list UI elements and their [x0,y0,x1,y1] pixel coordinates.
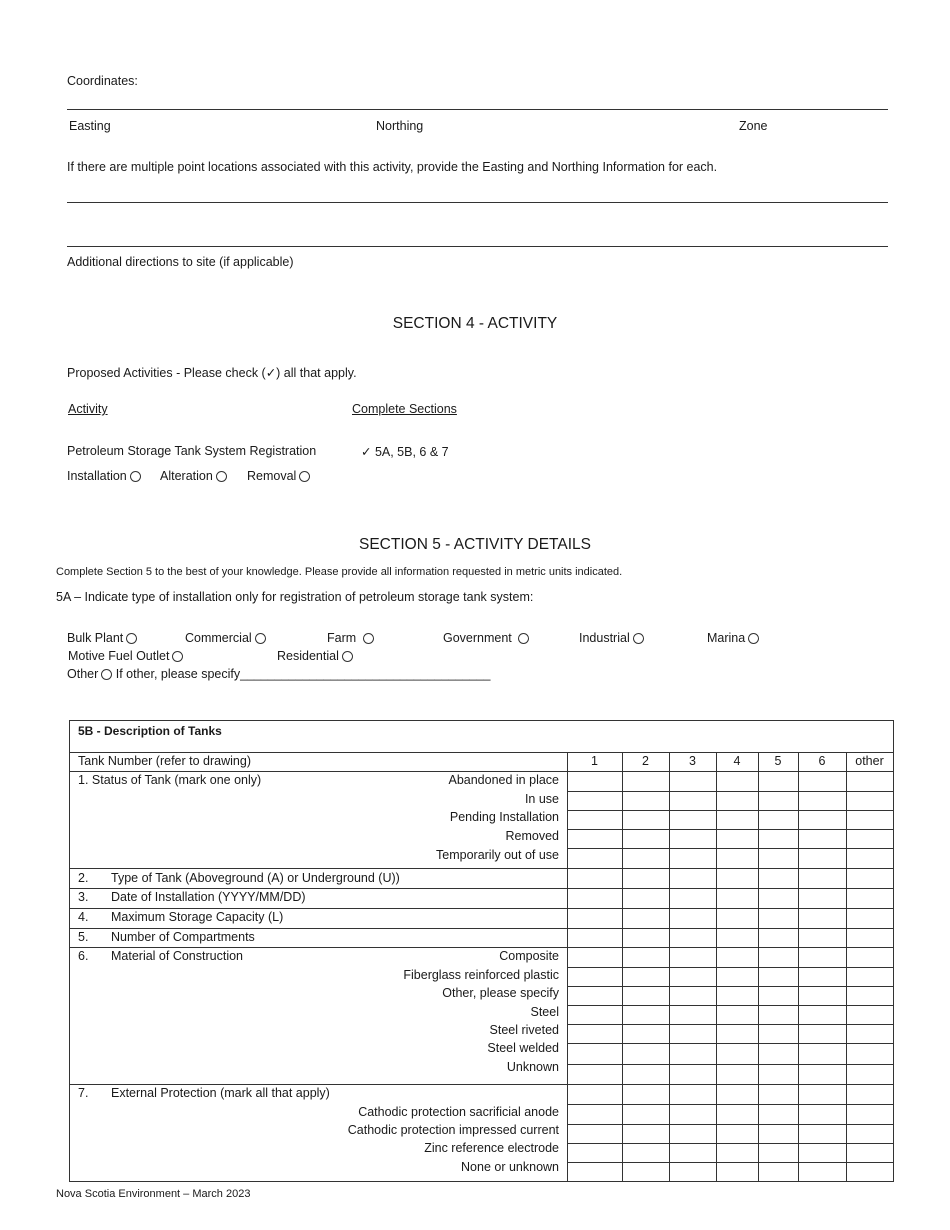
alteration-option [160,469,227,483]
zone-label: Zone [739,119,768,133]
column-header-6: 6 [818,754,826,768]
row-5-number: 5. [78,930,89,944]
easting-label: Easting [69,119,111,133]
column-header-5: 5 [774,754,782,768]
external-protection-label: External Protection (mark all that apply) [111,1086,330,1100]
column-header-1: 1 [591,754,598,768]
footer-text: Nova Scotia Environment – March 2023 [56,1188,251,1200]
government-option [443,631,529,645]
motive-fuel-outlet-option [68,649,183,663]
number-of-compartments-label: Number of Compartments [111,930,255,944]
grid-rule [567,1064,893,1065]
residential-option [277,649,353,663]
alteration-radio[interactable] [216,471,227,482]
other-option [67,667,490,681]
motive-fuel-outlet-radio[interactable] [172,651,183,662]
installation-label: Installation [67,469,127,483]
section-4-instruction: Proposed Activities - Please check (✓) all that apply. [67,366,357,380]
bulk-plant-radio[interactable] [126,633,137,644]
material-option: Composite [499,949,559,963]
row-4-number: 4. [78,910,89,924]
bulk-plant-option [67,631,137,645]
grid-rule [567,1143,893,1144]
marina-radio[interactable] [748,633,759,644]
directions-input-line[interactable] [67,246,888,247]
protection-option: Cathodic protection impressed current [347,1123,559,1137]
complete-sections-value: ✓ 5A, 5B, 6 & 7 [361,445,449,459]
other-specify-field[interactable]: If other, please specify____________________________________ [115,667,491,681]
table-rule [70,868,893,869]
government-radio[interactable] [518,633,529,644]
column-rule [669,752,670,1182]
industrial-label: Industrial [579,631,630,645]
removal-option [247,469,310,483]
grid-rule [567,986,893,987]
column-header-3: 3 [689,754,696,768]
protection-option: None or unknown [461,1160,559,1174]
removal-radio[interactable] [299,471,310,482]
installation-radio[interactable] [130,471,141,482]
commercial-radio[interactable] [255,633,266,644]
residential-radio[interactable] [342,651,353,662]
other-label: Other [67,667,99,681]
table-title: 5B - Description of Tanks [78,724,222,738]
section-5-note: Complete Section 5 to the best of your knowledge. Please provide all information requested in metric units indicated. [56,566,623,578]
directions-label: Additional directions to site (if applicable) [67,255,294,269]
farm-option [327,631,374,645]
column-rule [846,752,847,1182]
column-rule [798,752,799,1182]
status-option: Removed [505,829,559,843]
grid-rule [567,810,893,811]
column-header-4: 4 [733,754,741,768]
commercial-option [185,631,266,645]
status-option: Temporarily out of use [436,848,559,862]
protection-option: Zinc reference electrode [424,1141,559,1155]
material-of-construction-label: Material of Construction [111,949,244,963]
grid-rule [567,1005,893,1006]
other-radio[interactable] [101,669,112,680]
material-option: Steel riveted [489,1023,559,1037]
table-rule [70,908,893,909]
column-header-other: other [855,754,884,768]
section-4-title: SECTION 4 - ACTIVITY [392,315,558,332]
grid-rule [567,1104,893,1105]
material-option: Fiberglass reinforced plastic [403,968,559,982]
multiple-locations-line-1[interactable] [67,202,888,203]
northing-label: Northing [376,119,424,133]
row-6-number: 6. [78,949,89,963]
commercial-label: Commercial [185,631,252,645]
tank-description-table [69,720,894,1182]
row-3-number: 3. [78,890,89,904]
activity-column-header: Activity [68,402,108,416]
material-option: Other, please specify [442,986,559,1000]
column-rule [716,752,717,1182]
column-rule [622,752,623,1182]
protection-option: Cathodic protection sacrificial anode [358,1105,559,1119]
section-5-title: SECTION 5 - ACTIVITY DETAILS [359,536,591,553]
row-7-number: 7. [78,1086,89,1100]
coordinates-label: Coordinates: [67,74,138,88]
table-rule [70,928,893,929]
question-5a: 5A – Indicate type of installation only for registration of petroleum storage tank system: [56,590,534,604]
grid-rule [567,967,893,968]
tank-number-label: Tank Number (refer to drawing) [78,754,251,768]
status-of-tank-label: 1. Status of Tank (mark one only) [78,773,262,787]
material-option: Steel [530,1005,559,1019]
type-of-tank-label: Type of Tank (Aboveground (A) or Underground (U)) [111,871,400,885]
industrial-radio[interactable] [633,633,644,644]
table-rule [70,947,893,948]
grid-rule [567,1043,893,1044]
table-rule [70,771,893,772]
column-header-2: 2 [642,754,649,768]
marina-label: Marina [707,631,746,645]
activity-name: Petroleum Storage Tank System Registration [67,444,317,458]
grid-rule [567,1124,893,1125]
max-storage-capacity-label: Maximum Storage Capacity (L) [111,910,284,924]
removal-label: Removal [247,469,297,483]
farm-radio[interactable] [363,633,374,644]
industrial-option [579,631,644,645]
status-option: Abandoned in place [448,773,559,787]
table-rule [70,888,893,889]
bulk-plant-label: Bulk Plant [67,631,124,645]
column-rule [758,752,759,1182]
complete-sections-column-header: Complete Sections [352,402,457,416]
multiple-locations-note: If there are multiple point locations associated with this activity, provide the Easting and Northing Information for each. [67,160,718,174]
grid-rule [567,1162,893,1163]
date-of-installation-label: Date of Installation (YYYY/MM/DD) [111,890,306,904]
status-option: Pending Installation [449,810,559,824]
grid-rule [567,829,893,830]
grid-rule [567,848,893,849]
grid-rule [567,1024,893,1025]
row-2-number: 2. [78,871,89,885]
alteration-label: Alteration [160,469,213,483]
status-option: In use [524,792,559,806]
table-rule [70,1084,893,1085]
table-rule [70,752,893,753]
material-option: Unknown [506,1060,559,1074]
material-option: Steel welded [487,1041,559,1055]
farm-label: Farm [327,631,357,645]
coordinates-input-line[interactable] [67,109,888,110]
installation-option [67,469,141,483]
residential-label: Residential [277,649,339,663]
column-rule [567,752,568,1182]
marina-option [707,631,759,645]
government-label: Government [443,631,512,645]
motive-fuel-outlet-label: Motive Fuel Outlet [68,649,170,663]
grid-rule [567,791,893,792]
